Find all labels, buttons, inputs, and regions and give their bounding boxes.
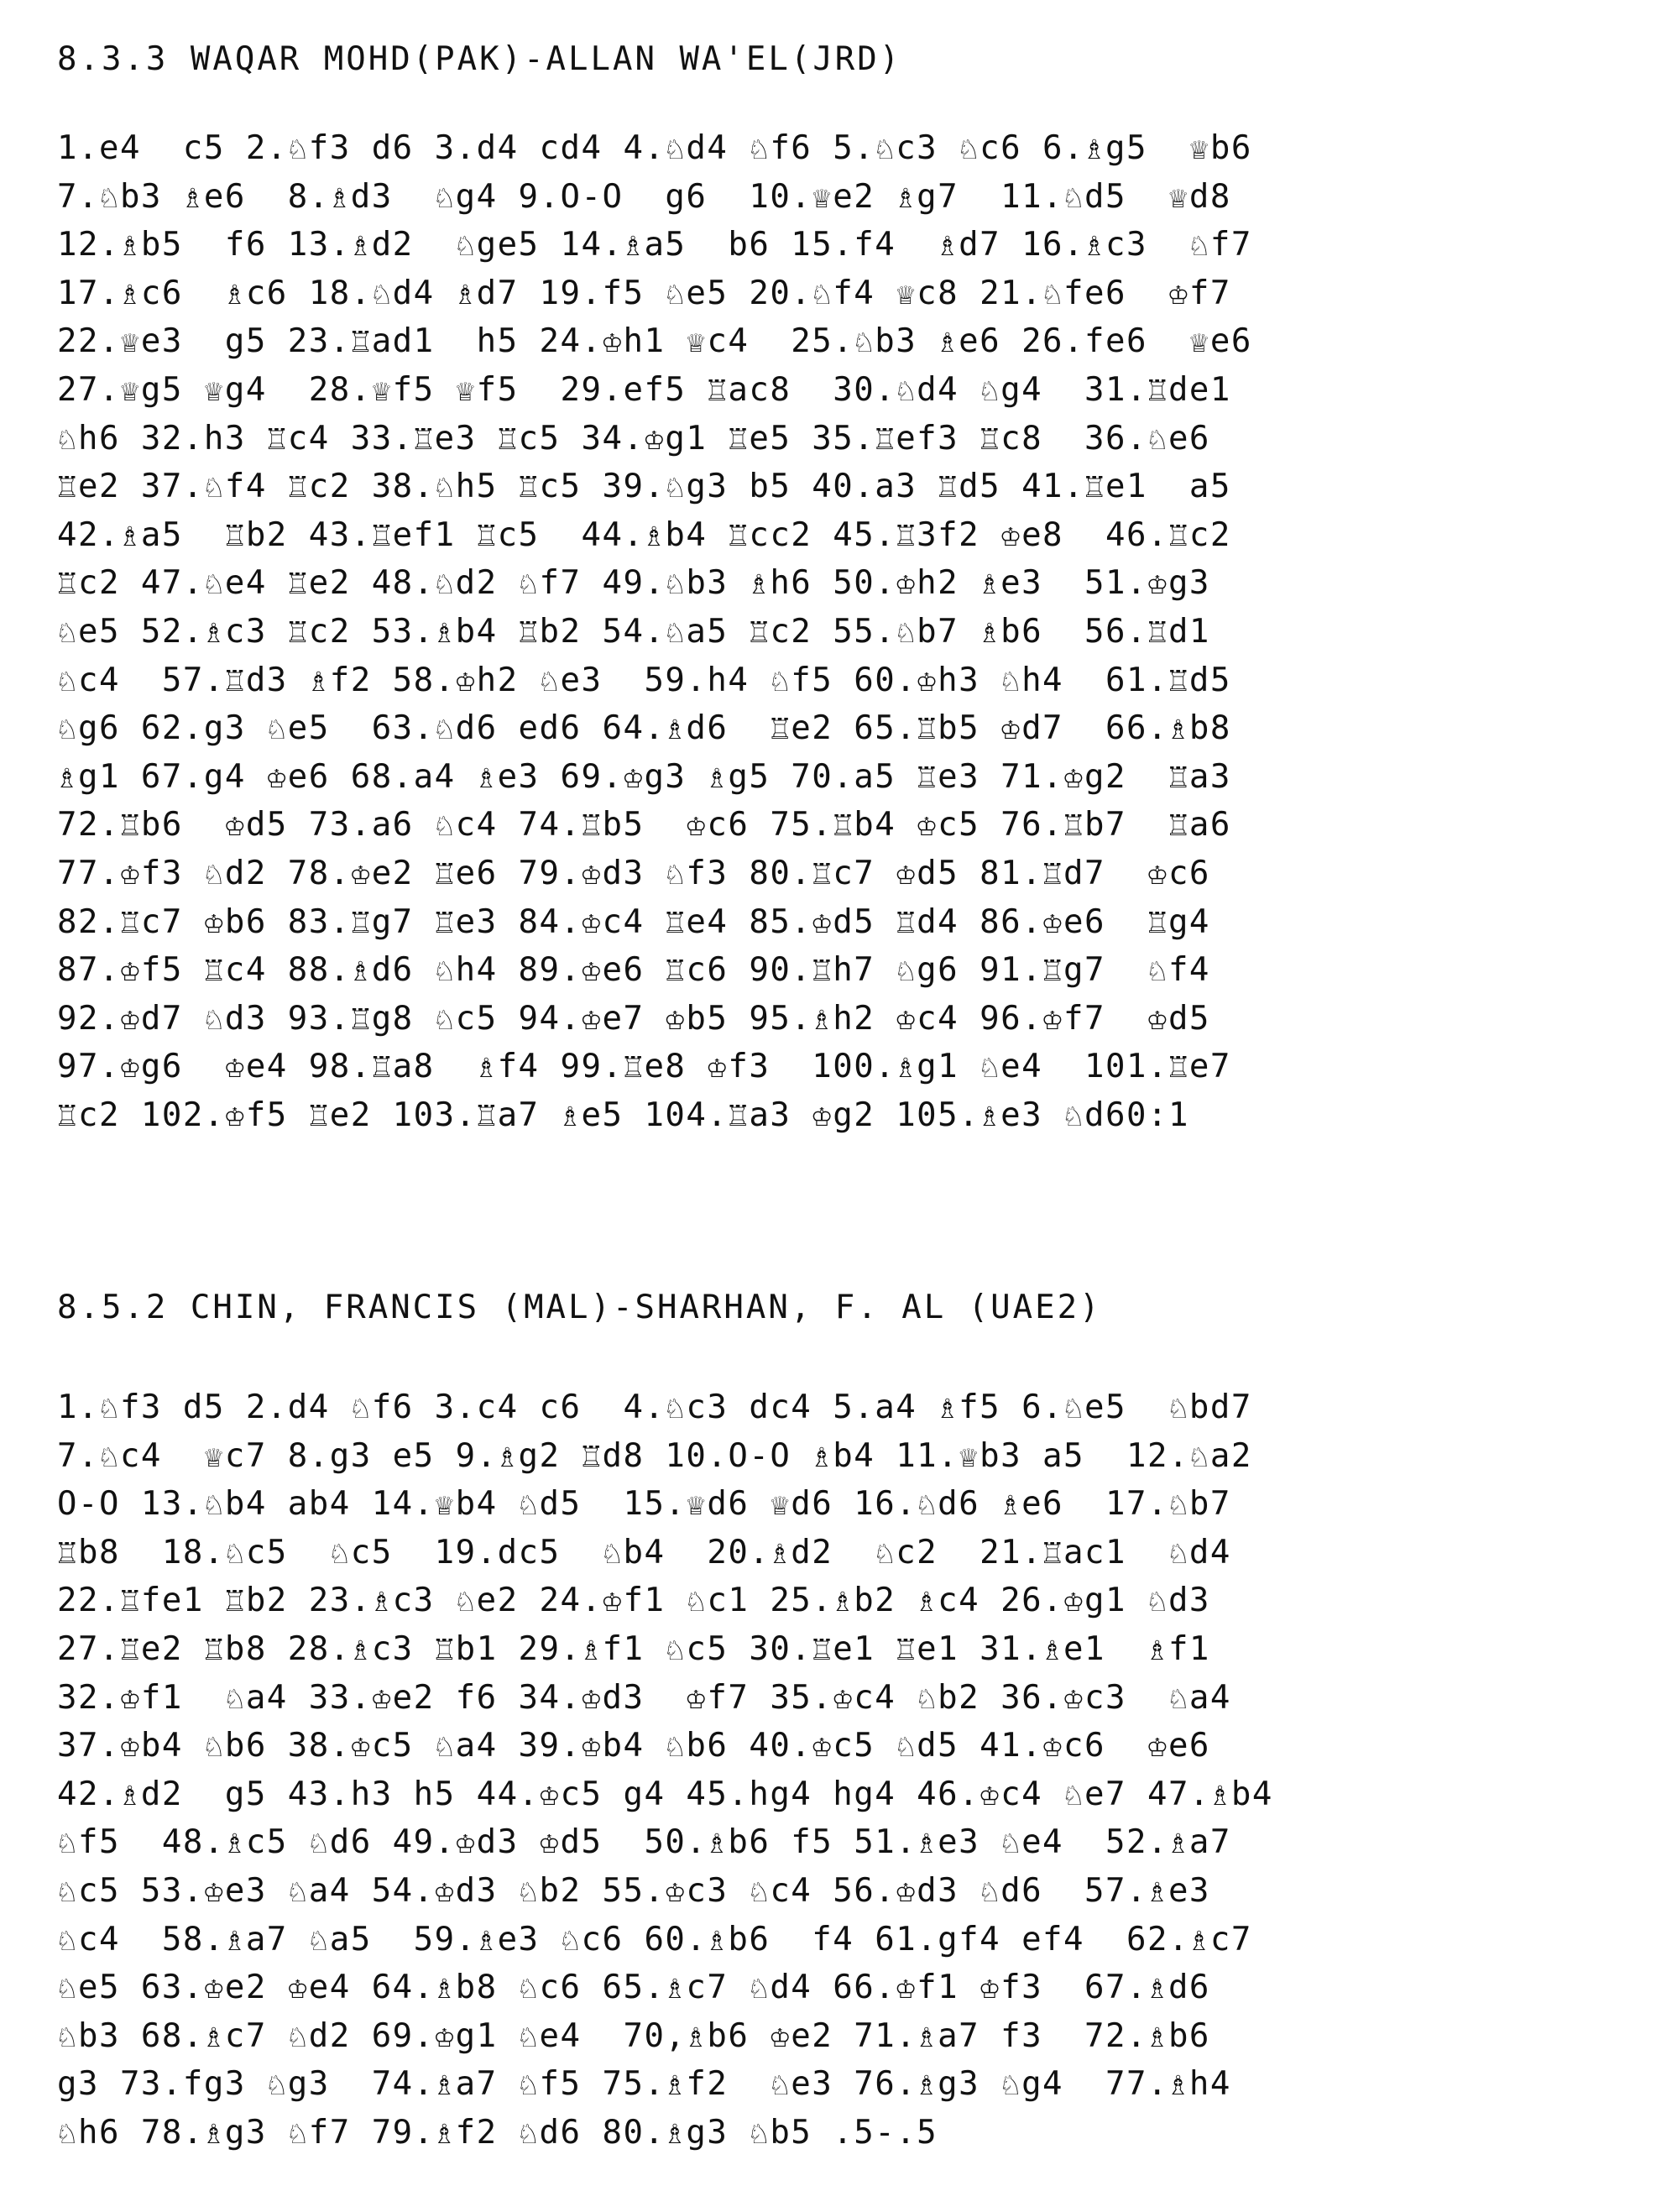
move-line: 1.e4 c5 2.♘f3 d6 3.d4 cd4 4.♘d4 ♘f6 5.♘c3 ♘c6 6.♗g5 ♕b6 xyxy=(57,129,1252,167)
move-line: ♖b8 18.♘c5 ♘c5 19.dc5 ♘b4 20.♗d2 ♘c2 21.♖ac1 ♘d4 xyxy=(57,1533,1231,1571)
game-1-moves xyxy=(57,124,1593,1139)
move-line: 27.♕g5 ♕g4 28.♕f5 ♕f5 29.ef5 ♖ac8 30.♘d4 ♘g4 31.♖de1 xyxy=(57,370,1231,409)
move-line: 22.♖fe1 ♖b2 23.♗c3 ♘e2 24.♔f1 ♘c1 25.♗b2 ♗c4 26.♔g1 ♘d3 xyxy=(57,1582,1210,1620)
move-line: ♘h6 32.h3 ♖c4 33.♖e3 ♖c5 34.♔g1 ♖e5 35.♖ef3 ♖c8 36.♘e6 xyxy=(57,419,1210,458)
move-line: 17.♗c6 ♗c6 18.♘d4 ♗d7 19.f5 ♘e5 20.♘f4 ♕c8 21.♘fe6 ♔f7 xyxy=(57,274,1231,312)
move-line: ♘e5 63.♔e2 ♔e4 64.♗b8 ♘c6 65.♗c7 ♘d4 66.♔f1 ♔f3 67.♗d6 xyxy=(57,1969,1210,2007)
move-line: 12.♗b5 f6 13.♗d2 ♘ge5 14.♗a5 b6 15.f4 ♗d7 16.♗c3 ♘f7 xyxy=(57,226,1252,264)
move-line: ♘g6 62.g3 ♘e5 63.♘d6 ed6 64.♗d6 ♖e2 65.♖b5 ♔d7 66.♗b8 xyxy=(57,709,1231,748)
move-line: ♘f5 48.♗c5 ♘d6 49.♔d3 ♔d5 50.♗b6 f5 51.♗e3 ♘e4 52.♗a7 xyxy=(57,1823,1231,1862)
move-line: O-O 13.♘b4 ab4 14.♕b4 ♘d5 15.♕d6 ♕d6 16.♘d6 ♗e6 17.♘b7 xyxy=(57,1485,1231,1524)
move-line: g3 73.fg3 ♘g3 74.♗a7 ♘f5 75.♗f2 ♘e3 76.♗g3 ♘g4 77.♗h4 xyxy=(57,2065,1231,2104)
move-line: ♘e5 52.♗c3 ♖c2 53.♗b4 ♖b2 54.♘a5 ♖c2 55.♘b7 ♗b6 56.♖d1 xyxy=(57,612,1210,651)
move-line: 77.♔f3 ♘d2 78.♔e2 ♖e6 79.♔d3 ♘f3 80.♖c7 ♔d5 81.♖d7 ♔c6 xyxy=(57,854,1210,892)
move-line: 72.♖b6 ♔d5 73.a6 ♘c4 74.♖b5 ♔c6 75.♖b4 ♔c5 76.♖b7 ♖a6 xyxy=(57,806,1231,845)
move-line: ♖c2 102.♔f5 ♖e2 103.♖a7 ♗e5 104.♖a3 ♔g2 105.♗e3 ♘d60:1 xyxy=(57,1096,1189,1134)
move-line: 7.♘b3 ♗e6 8.♗d3 ♘g4 9.O-O g6 10.♕e2 ♗g7 11.♘d5 ♕d8 xyxy=(57,177,1231,216)
move-line: ♖c2 47.♘e4 ♖e2 48.♘d2 ♘f7 49.♘b3 ♗h6 50.♔h2 ♗e3 51.♔g3 xyxy=(57,564,1210,603)
move-line: 42.♗d2 g5 43.h3 h5 44.♔c5 g4 45.hg4 hg4 46.♔c4 ♘e7 47.♗b4 xyxy=(57,1775,1273,1813)
move-line: 37.♔b4 ♘b6 38.♔c5 ♘a4 39.♔b4 ♘b6 40.♔c5 ♘d5 41.♔c6 ♔e6 xyxy=(57,1727,1210,1765)
game-2-title: 8.5.2 CHIN, FRANCIS (MAL)-SHARHAN, F. AL (UAE2) xyxy=(57,1289,1102,1326)
move-line: ♘h6 78.♗g3 ♘f7 79.♗f2 ♘d6 80.♗g3 ♘b5 .5-.5 xyxy=(57,2113,938,2152)
game-1-title: 8.3.3 WAQAR MOHD(PAK)-ALLAN WA'EL(JRD) xyxy=(57,40,902,78)
move-line: 32.♔f1 ♘a4 33.♔e2 f6 34.♔d3 ♔f7 35.♔c4 ♘b2 36.♔c3 ♘a4 xyxy=(57,1678,1231,1717)
move-line: ♗g1 67.g4 ♔e6 68.a4 ♗e3 69.♔g3 ♗g5 70.a5 ♖e3 71.♔g2 ♖a3 xyxy=(57,757,1231,796)
move-line: 82.♖c7 ♔b6 83.♖g7 ♖e3 84.♔c4 ♖e4 85.♔d5 ♖d4 86.♔e6 ♖g4 xyxy=(57,902,1210,941)
move-line: 92.♔d7 ♘d3 93.♖g8 ♘c5 94.♔e7 ♔b5 95.♗h2 ♔c4 96.♔f7 ♔d5 xyxy=(57,999,1210,1038)
game-2-moves xyxy=(57,1383,1593,2157)
move-line: ♘c4 57.♖d3 ♗f2 58.♔h2 ♘e3 59.h4 ♘f5 60.♔h3 ♘h4 61.♖d5 xyxy=(57,661,1231,699)
move-line: ♖e2 37.♘f4 ♖c2 38.♘h5 ♖c5 39.♘g3 b5 40.a3 ♖d5 41.♖e1 a5 xyxy=(57,468,1231,506)
move-line: ♘c5 53.♔e3 ♘a4 54.♔d3 ♘b2 55.♔c3 ♘c4 56.♔d3 ♘d6 57.♗e3 xyxy=(57,1871,1210,1910)
move-line: 87.♔f5 ♖c4 88.♗d6 ♘h4 89.♔e6 ♖c6 90.♖h7 ♘g6 91.♖g7 ♘f4 xyxy=(57,951,1210,990)
move-line: 7.♘c4 ♕c7 8.g3 e5 9.♗g2 ♖d8 10.O-O ♗b4 11.♕b3 a5 12.♘a2 xyxy=(57,1436,1252,1475)
move-line: ♘c4 58.♗a7 ♘a5 59.♗e3 ♘c6 60.♗b6 f4 61.gf4 ef4 62.♗c7 xyxy=(57,1920,1252,1958)
move-line: 1.♘f3 d5 2.d4 ♘f6 3.c4 c6 4.♘c3 dc4 5.a4 ♗f5 6.♘e5 ♘bd7 xyxy=(57,1388,1252,1426)
move-line: ♘b3 68.♗c7 ♘d2 69.♔g1 ♘e4 70,♗b6 ♔e2 71.♗a7 f3 72.♗b6 xyxy=(57,2016,1210,2055)
move-line: 42.♗a5 ♖b2 43.♖ef1 ♖c5 44.♗b4 ♖cc2 45.♖3f2 ♔e8 46.♖c2 xyxy=(57,515,1231,554)
move-line: 27.♖e2 ♖b8 28.♗c3 ♖b1 29.♗f1 ♘c5 30.♖e1 ♖e1 31.♗e1 ♗f1 xyxy=(57,1629,1210,1668)
move-line: 97.♔g6 ♔e4 98.♖a8 ♗f4 99.♖e8 ♔f3 100.♗g1 ♘e4 101.♖e7 xyxy=(57,1048,1231,1086)
move-line: 22.♕e3 g5 23.♖ad1 h5 24.♔h1 ♕c4 25.♘b3 ♗e6 26.fe6 ♕e6 xyxy=(57,322,1252,361)
